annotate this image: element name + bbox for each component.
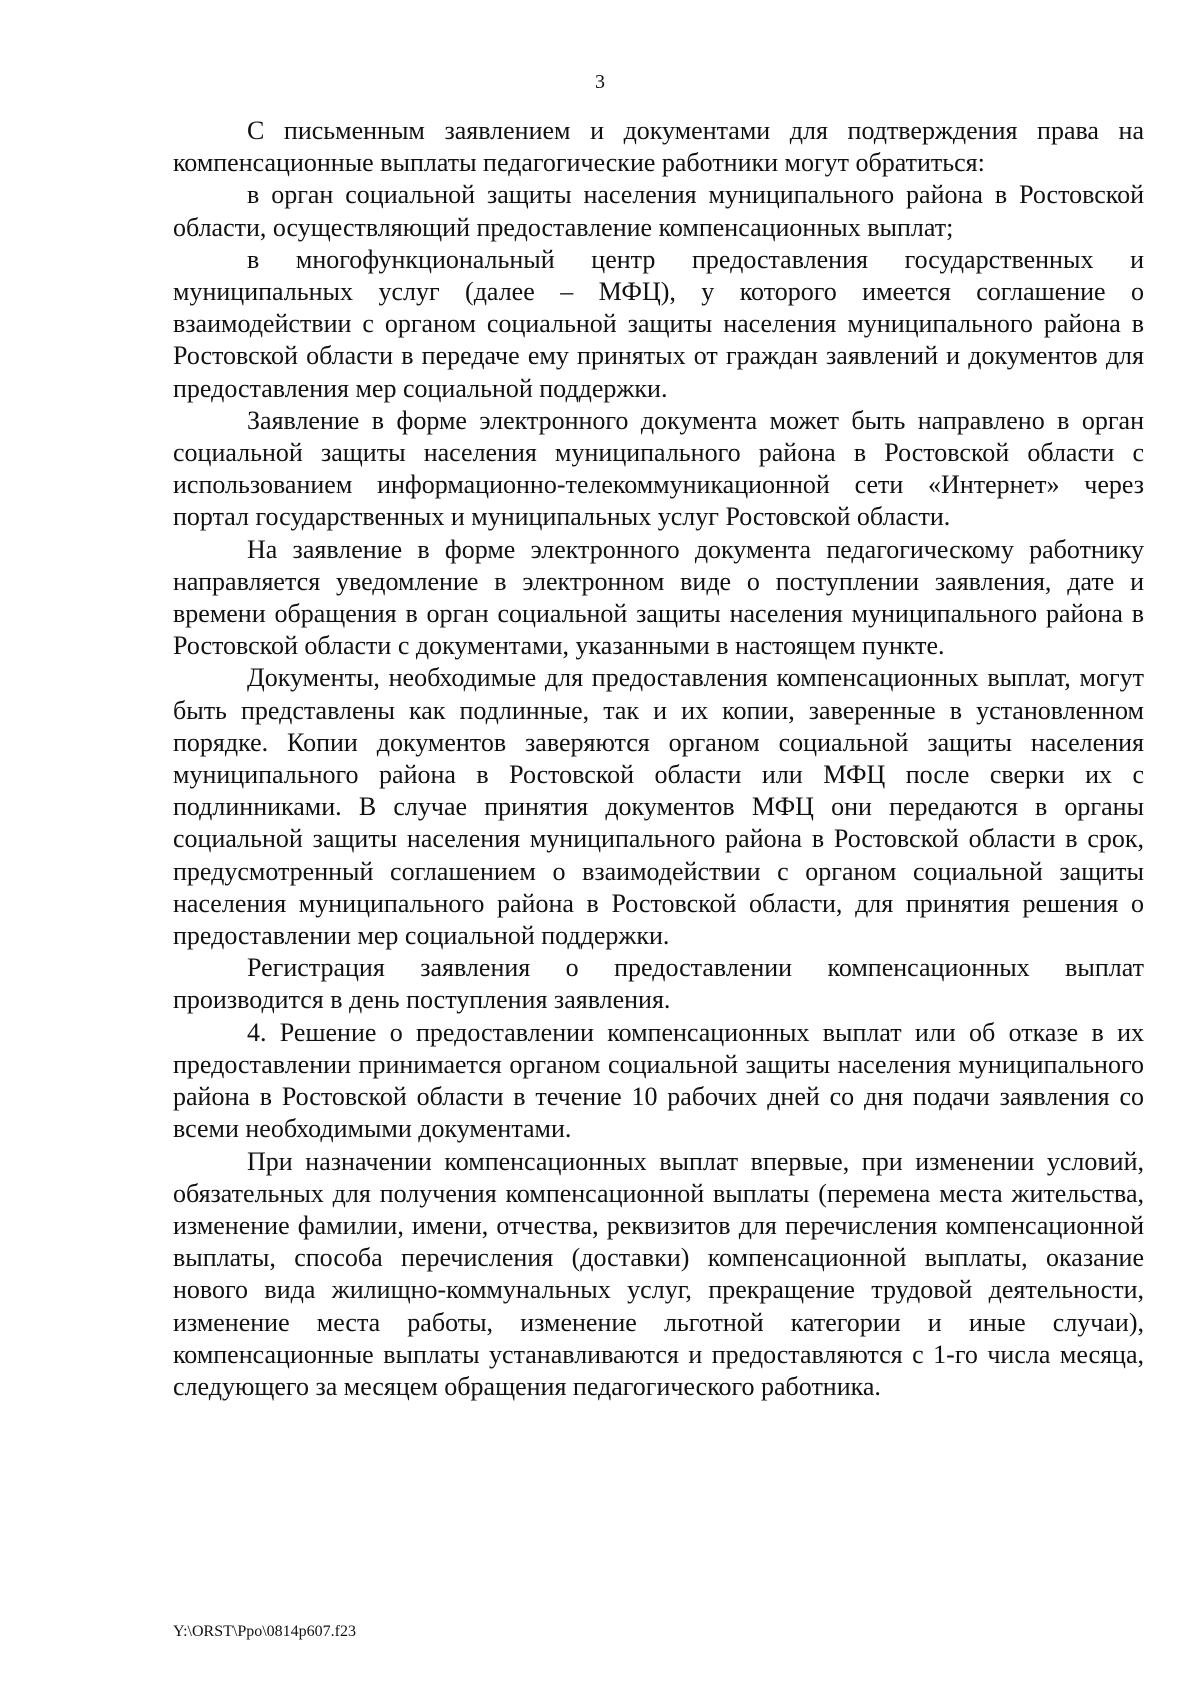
paragraph: Документы, необходимые для предоставления компенсационных выплат, могут быть представлены как подлинные, так и их копии, заверенные в установленном порядке. Копии документов заверяются органом социальной защиты населения муниципального района в Ростовской области или МФЦ после сверки их с подлинниками. В случае принятия документов МФЦ они передаются в органы социальной защиты населения муниципального района в Ростовской области в срок, предусмотренный соглашением о взаимодействии с органом социальной защиты населения муниципального района в Ростовской области, для принятия решения о предоставлении мер социальной поддержки. [173,663,1144,951]
document-body [173,115,1144,1403]
paragraph: в орган социальной защиты населения муниципального района в Ростовской области, осуществляющий предоставление компенсационных выплат; [173,180,1144,242]
paragraph: При назначении компенсационных выплат впервые, при изменении условий, обязательных для получения компенсационной выплаты (перемена места жительства, изменение фамилии, имени, отчества, реквизитов для перечисления компенсационной выплаты, способа перечисления (доставки) компенсационной выплаты, оказание нового вида жилищно-коммунальных услуг, прекращение трудовой деятельности, изменение места работы, изменение льготной категории и иные случаи), компенсационные выплаты устанавливаются и предоставляются с 1-го числа месяца, следующего за месяцем обращения педагогического работника. [173,1146,1144,1401]
paragraph: 4. Решение о предоставлении компенсационных выплат или об отказе в их предоставлении принимается органом социальной защиты населения муниципального района в Ростовской области в течение 10 рабочих дней со дня подачи заявления со всеми необходимыми документами. [173,1017,1144,1144]
page-number: 3 [595,71,605,93]
paragraph: На заявление в форме электронного документа педагогическому работнику направляется уведомление в электронном виде о поступлении заявления, дате и времени обращения в орган социальной защиты населения муниципального района в Ростовской области с документами, указанными в настоящем пункте. [173,534,1144,661]
paragraph: Заявление в форме электронного документа может быть направлено в орган социальной защиты населения муниципального района в Ростовской области с использованием информационно-телекоммуникационной сети «Интернет» через портал государственных и муниципальных услуг Ростовской области. [173,405,1144,532]
footer-file-path: Y:\ORST\Ppo\0814p607.f23 [173,1623,356,1640]
paragraph: в многофункциональный центр предоставления государственных и муниципальных услуг (далее – МФЦ), у которого имеется соглашение о взаимодействии с органом социальной защиты населения муниципального района в Ростовской области в передаче ему принятых от граждан заявлений и документов для предоставления мер социальной поддержки. [173,244,1144,403]
paragraph: Регистрация заявления о предоставлении компенсационных выплат производится в день поступления заявления. [173,953,1144,1015]
paragraph: С письменным заявлением и документами для подтверждения права на компенсационные выплаты педагогические работники могут обратиться: [173,116,1144,178]
